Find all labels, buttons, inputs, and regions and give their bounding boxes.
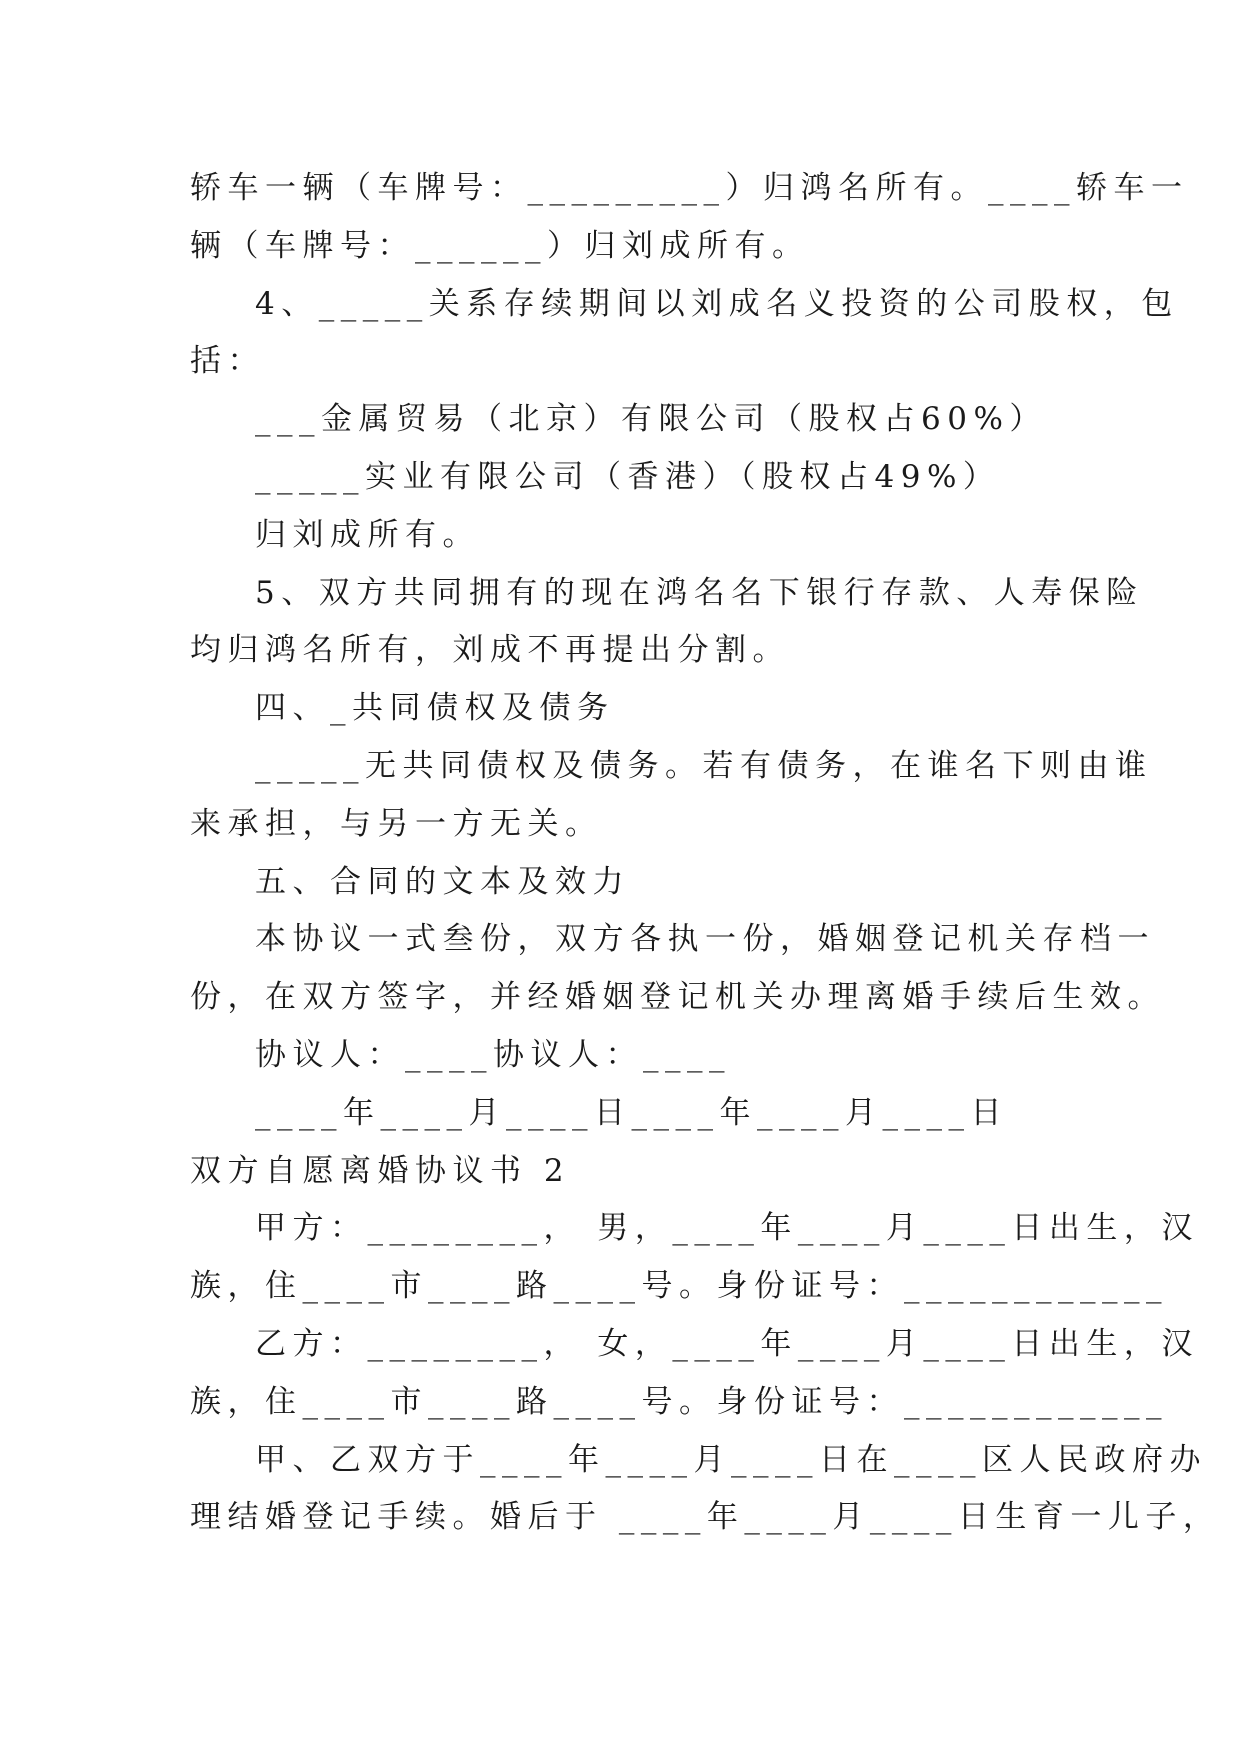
signature-line: 协议人：____协议人：____ (255, 1036, 731, 1073)
text-line: 4、_____关系存续期间以刘成名义投资的公司股权，包 (255, 285, 1179, 322)
text-line: 括： (190, 343, 265, 380)
text-line: 辆（车牌号：______）归刘成所有。 (190, 227, 810, 264)
text-line: _____实业有限公司（香港）（股权占49%） (255, 458, 1001, 495)
text-line: 族，住____市____路____号。身份证号：____________ (190, 1383, 1168, 1420)
text-line: 均归鸿名所有，刘成不再提出分割。 (190, 632, 790, 669)
text-line: 族，住____市____路____号。身份证号：____________ (190, 1268, 1168, 1305)
text-line: 甲、乙双方于____年____月____日在____区人民政府办 (255, 1441, 1207, 1478)
text-line: 来承担，与另一方无关。 (190, 805, 603, 842)
section-heading: 四、_共同债权及债务 (255, 690, 615, 727)
text-line: _____无共同债权及债务。若有债务，在谁名下则由谁 (255, 747, 1153, 784)
text-line: 归刘成所有。 (255, 516, 480, 553)
text-line: ___金属贸易（北京）有限公司（股权占60%） (255, 401, 1047, 438)
text-line: 本协议一式叁份，双方各执一份，婚姻登记机关存档一 (255, 921, 1155, 958)
document-title: 双方自愿离婚协议书 2 (190, 1152, 571, 1189)
text-line: 理结婚登记手续。婚后于 ____年____月____日生育一儿子， (190, 1499, 1221, 1536)
text-line: 份，在双方签字，并经婚姻登记机关办理离婚手续后生效。 (190, 979, 1165, 1016)
party-a-line: 甲方：________， 男，____年____月____日出生，汉 (255, 1210, 1199, 1247)
document-body (190, 160, 1221, 1547)
party-b-line: 乙方：________， 女，____年____月____日出生，汉 (255, 1325, 1199, 1362)
date-line: ____年____月____日____年____月____日 (255, 1094, 1008, 1131)
text-line: 轿车一辆（车牌号：_________）归鸿名所有。____轿车一 (190, 170, 1189, 206)
section-heading: 五、合同的文本及效力 (255, 863, 630, 900)
text-line: 5、双方共同拥有的现在鸿名名下银行存款、人寿保险 (255, 574, 1144, 611)
